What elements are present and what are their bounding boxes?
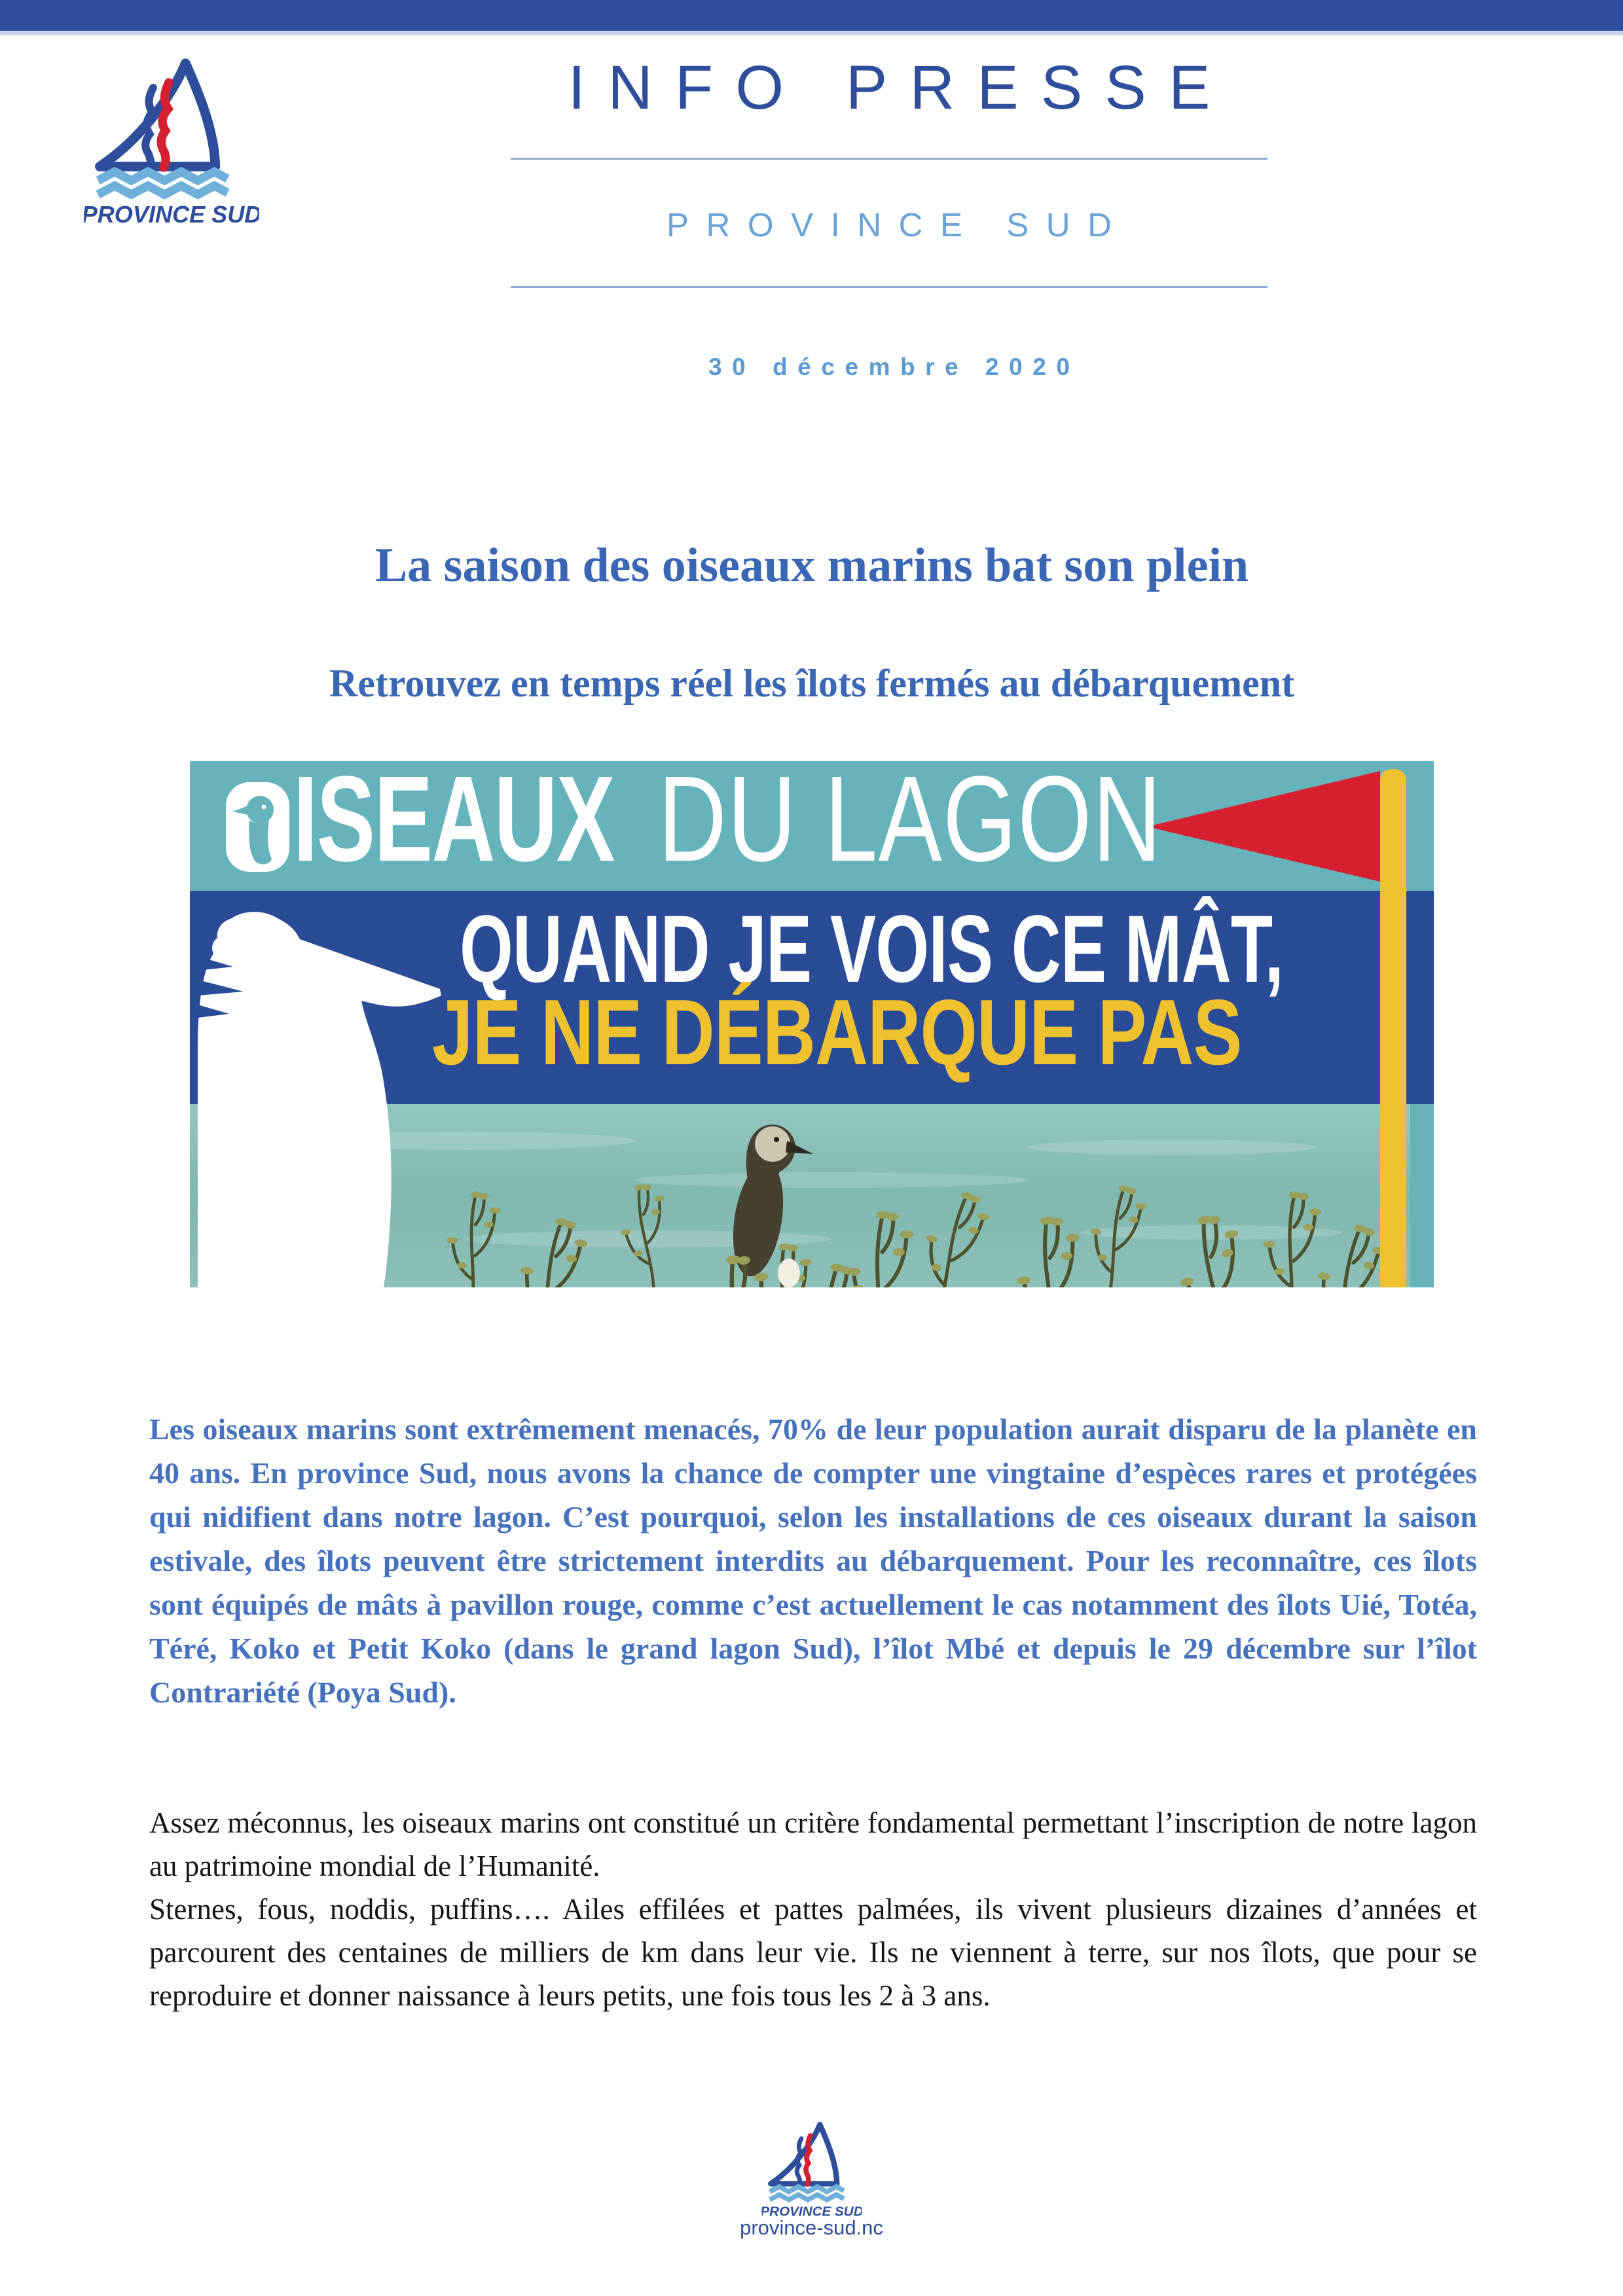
website-link[interactable]: province-sud.nc [740, 2216, 883, 2239]
body-paragraph-1: Assez méconnus, les oiseaux marins ont constitué un critère fondamental permettant l’inscription de notre lagon au patrimoine mondial de l’Humanité. [149, 1806, 1477, 1882]
body-paragraphs [149, 1801, 1477, 2017]
masthead-title: INFO PRESSE [568, 53, 1233, 122]
province-sud-logo-footer [761, 2121, 863, 2219]
masthead-org: PROVINCE SUD [666, 206, 1129, 243]
province-sud-logo [82, 56, 261, 228]
masthead [511, 52, 1267, 381]
banner-brand-du-lagon: DU LAGON [658, 761, 1163, 887]
campaign-banner [190, 761, 1434, 1287]
masthead-rule [511, 158, 1267, 160]
oiseaux-o-bird-icon [226, 782, 289, 872]
top-accent-bar [0, 0, 1623, 31]
egg [778, 1259, 800, 1287]
banner-slogan-line2: JE NE DÉBARQUE PAS [432, 980, 1242, 1085]
flag-mast [1380, 769, 1406, 1287]
top-accent-bar-edge [0, 31, 1623, 35]
body-paragraph-2: Sternes, fous, noddis, puffins…. Ailes effilées et pattes palmées, ils vivent plusieurs dizaines d’années et parcourent des centaines de milliers de km dans leur vie. Ils ne viennent à terre, sur nos îlots, que pour se reproduire et donner naissance à leurs petits, une fois tous les 2 à 3 ans. [149, 1893, 1477, 2012]
article-title: La saison des oiseaux marins bat son plein [374, 539, 1249, 592]
banner-slogan-line1: QUAND JE VOIS CE MÂT, [460, 895, 1284, 1002]
lead-paragraph: Les oiseaux marins sont extrêmement menacés, 70% de leur population aurait disparu de la planète en 40 ans. En province Sud, nous avons la chance de compter une vingtaine d’espèces rares et protégées qui nidifient dans notre lagon. C’est pourquoi, selon les installations de ces oiseaux durant la saison estivale, des îlots peuvent être strictement interdits au débarquement. Pour les reconnaître, ces îlots sont équipés de mâts à pavillon rouge, comme c’est actuellement le cas notamment des îlots Uié, Totéa, Téré, Koko et Petit Koko (dans le grand lagon Sud), l’îlot Mbé et depuis le 29 décembre sur l’îlot Contrariété (Poya Sud). [149, 1412, 1477, 1709]
release-date: 30 décembre 2020 [708, 353, 1080, 380]
masthead-rule [511, 286, 1267, 288]
banner-brand-oiseaux: ISEAUX [293, 761, 614, 887]
article-subtitle: Retrouvez en temps réel les îlots fermés au débarquement [329, 662, 1295, 705]
